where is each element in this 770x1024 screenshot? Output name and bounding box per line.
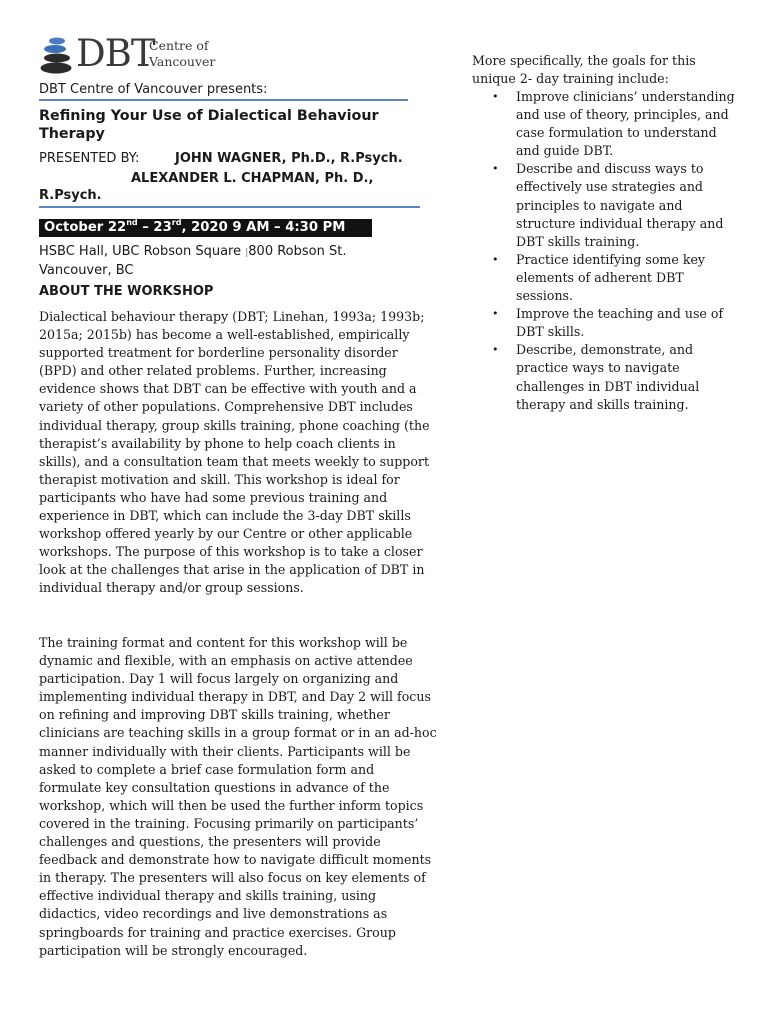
- venue: [39, 243, 419, 279]
- goals-list: [490, 88, 740, 414]
- presenter-1: JOHN WAGNER, Ph.D., R.Psych.: [175, 151, 403, 166]
- logo-brand: DBT: [76, 32, 155, 75]
- stacked-stones-icon: [40, 36, 72, 74]
- goal-item: [490, 305, 740, 341]
- logo-subtitle: [149, 38, 215, 70]
- date-start-day: October 22: [44, 220, 127, 235]
- workshop-title: Refining Your Use of Dialectical Behaviour Therapy: [39, 108, 379, 142]
- bullet-icon: •: [492, 90, 499, 103]
- event-date-bar: [39, 219, 372, 237]
- presents-line: DBT Centre of Vancouver presents:: [39, 82, 268, 97]
- logo-line-2: Vancouver: [149, 54, 216, 69]
- venue-city: Vancouver, BC: [39, 263, 134, 278]
- dbt-logo: [40, 32, 240, 76]
- date-time: , 2020 9 AM – 4:30 PM: [181, 220, 346, 235]
- goal-item-text: Describe, demonstrate, and practice ways to navigate challenges in DBT individual therapy and skills training.: [516, 342, 700, 412]
- goal-item-text: Practice identifying some key elements of adherent DBT sessions.: [516, 251, 706, 304]
- presenter-2: ALEXANDER L. CHAPMAN, Ph. D.,: [131, 171, 374, 186]
- date-end-suffix: rd: [171, 218, 182, 227]
- goal-item-text: Improve clinicians’ understanding and use of theory, principles, and case formulation to understand and guide DBT.: [516, 89, 735, 159]
- presenter-2-continued: R.Psych.: [39, 188, 102, 203]
- goal-item-text: Improve the teaching and use of DBT skills.: [516, 306, 724, 340]
- goal-item: [490, 88, 740, 160]
- bullet-icon: •: [492, 252, 499, 266]
- presented-by-label: PRESENTED BY:: [39, 151, 140, 166]
- goal-item: [490, 251, 740, 305]
- presenters-rule: [39, 206, 420, 208]
- bullet-icon: •: [492, 162, 499, 176]
- bullet-icon: •: [492, 343, 499, 357]
- goal-item: [490, 160, 740, 250]
- date-start-suffix: nd: [126, 218, 138, 227]
- goal-item: [490, 341, 740, 413]
- venue-address: 800 Robson St.: [248, 244, 347, 259]
- about-paragraph-2: The training format and content for this workshop will be dynamic and flexible, with an emphasis on active attendee participation. Day 1 will focus largely on organizing and implementing individual therapy in DBT, and Day 2 will focus on refining and improving DBT skills training, whether clinicians are teaching skills in a group format or in an ad-hoc manner individually with their clients. Participants will be asked to complete a brief case formulation form and formulate key consultation questions in advance of the workshop, which will then be used the further inform topics covered in the training. Focusing primarily on participants’ challenges and questions, the presenters will provide feedback and demonstrate how to navigate difficult moments in therapy. The presenters will also focus on key elements of effective individual therapy and skills training, using didactics, video recordings and live demonstrations as springboards for training and practice exercises. Group participation will be strongly encouraged.: [39, 635, 437, 958]
- goals-intro: More specifically, the goals for this unique 2- day training include:: [472, 53, 696, 87]
- about-paragraph-1: Dialectical behaviour therapy (DBT; Linehan, 1993a; 1993b; 2015a; 2015b) has become a well-established, empirically supported treatment for borderline personality disorder (BPD) and other related problems. Further, increasing evidence shows that DBT can be effective with youth and a variety of other populations. Comprehensive DBT includes individual therapy, group skills training, phone coaching (the therapist’s availability by phone to help coach clients in skills), and a consultation team that meets weekly to support therapist motivation and skill. This workshop is ideal for participants who have had some previous training and experience in DBT, which can include the 3-day DBT skills workshop offered yearly by our Centre or other applicable workshops. The purpose of this workshop is to take a closer look at the challenges that arise in the application of DBT in individual therapy and/or group sessions.: [39, 309, 430, 596]
- goal-item-text: Describe and discuss ways to effectively use strategies and principles to navigate and structure individual therapy and DBT skills training.: [516, 161, 724, 249]
- header-rule: [39, 99, 408, 101]
- logo-line-1: Centre of: [149, 38, 209, 53]
- venue-name: HSBC Hall, UBC Robson Square: [39, 244, 242, 259]
- venue-separator: |: [245, 248, 249, 258]
- bullet-icon: •: [492, 307, 499, 321]
- date-dash: – 23: [137, 220, 172, 235]
- about-heading: ABOUT THE WORKSHOP: [39, 284, 214, 299]
